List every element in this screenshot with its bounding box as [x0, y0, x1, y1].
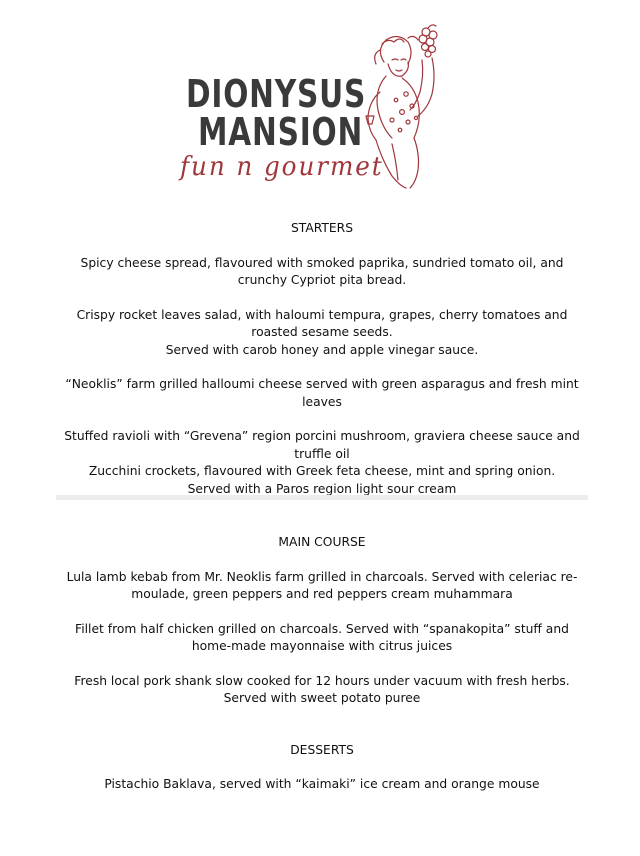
section-title-main-course: MAIN COURSE [278, 535, 366, 549]
dessert-item: Pistachio Baklava, served with “kaimaki” ice cream and orange mouse [104, 777, 540, 791]
dionysus-illustration-icon [362, 20, 448, 190]
menu-content-lower [56, 534, 588, 794]
main-course-item: Fresh local pork shank slow cooked for 12 hours under vacuum with fresh herbs. Served with sweet potato puree [74, 673, 570, 705]
menu-content [56, 220, 588, 498]
restaurant-logo [180, 20, 450, 190]
starter-item-note: Served with a Paros region light sour cream [187, 481, 457, 496]
starter-item: Zucchini crockets, flavoured with Greek feta cheese, mint and spring onion. [88, 464, 556, 478]
logo-word-2: MANSION [198, 110, 364, 154]
starter-item-note: Served with carob honey and apple vinegar sauce. [165, 342, 479, 357]
section-divider [56, 495, 588, 500]
logo-tagline: fun n gourmet [180, 152, 384, 182]
starter-item: “Neoklis” farm grilled halloumi cheese served with green asparagus and fresh mint leaves [65, 377, 579, 409]
starter-item: Crispy rocket leaves salad, with haloumi tempura, grapes, cherry tomatoes and roasted sesame seeds. [76, 307, 568, 339]
starter-item: Spicy cheese spread, flavoured with smoked paprika, sundried tomato oil, and crunchy Cypriot pita bread. [80, 255, 564, 287]
section-title-starters: STARTERS [290, 221, 354, 235]
main-course-item: Lula lamb kebab from Mr. Neoklis farm grilled in charcoals. Served with celeriac re-moulade, green peppers and red peppers cream muhammara [66, 569, 578, 601]
main-course-item: Fillet from half chicken grilled on charcoals. Served with “spanakopita” stuff and home-made mayonnaise with citrus juices [75, 621, 569, 653]
starter-item: Stuffed ravioli with “Grevena” region porcini mushroom, graviera cheese sauce and truffle oil [64, 429, 580, 461]
section-title-desserts: DESSERTS [290, 742, 354, 757]
logo-word-1: DIONYSUS [186, 72, 367, 116]
